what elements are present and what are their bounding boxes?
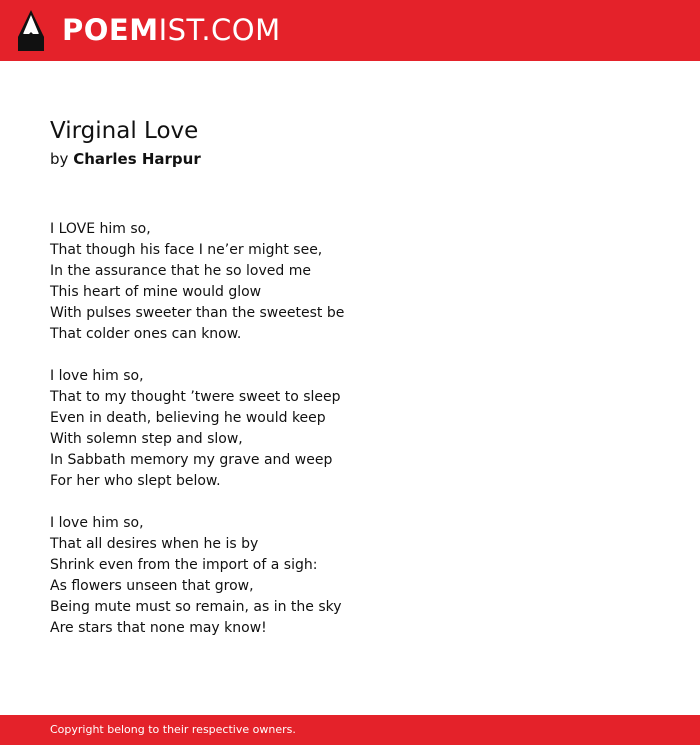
stanza xyxy=(50,513,650,639)
poem-line: For her who slept below. xyxy=(50,473,221,489)
poem-body xyxy=(50,219,650,660)
poem-line: I love him so, xyxy=(50,515,144,531)
pencil-icon[interactable] xyxy=(18,10,44,51)
poem-line: With solemn step and slow, xyxy=(50,431,243,447)
poem-line: Being mute must so remain, as in the sky xyxy=(50,599,342,615)
poem-line: That though his face I ne’er might see, xyxy=(50,242,323,258)
copyright-text: Copyright belong to their respective owners. xyxy=(50,723,296,736)
poem-title: Virginal Love xyxy=(50,118,199,144)
poem-line: That colder ones can know. xyxy=(50,326,242,342)
poem-line: I love him so, xyxy=(50,368,144,384)
poem-line: In Sabbath memory my grave and weep xyxy=(50,452,333,468)
poem-line: I LOVE him so, xyxy=(50,221,151,237)
stanza xyxy=(50,219,650,345)
poem-line: Are stars that none may know! xyxy=(50,620,267,636)
stanza xyxy=(50,366,650,492)
site-header xyxy=(0,0,700,61)
site-logo[interactable] xyxy=(62,12,281,48)
site-footer xyxy=(0,715,700,745)
logo-light-text: IST.COM xyxy=(158,13,281,47)
poem-line: That all desires when he is by xyxy=(50,536,259,552)
byline xyxy=(50,149,201,169)
poem-line: With pulses sweeter than the sweetest be xyxy=(50,305,345,321)
poem-line: Shrink even from the import of a sigh: xyxy=(50,557,318,573)
by-label: by xyxy=(50,150,69,168)
poem-line: In the assurance that he so loved me xyxy=(50,263,311,279)
author-name: Charles Harpur xyxy=(73,150,201,168)
logo-bold-text: POEM xyxy=(62,13,159,47)
poem-line: As flowers unseen that grow, xyxy=(50,578,254,594)
poem-line: That to my thought ’twere sweet to sleep xyxy=(50,389,341,405)
poem-line: Even in death, believing he would keep xyxy=(50,410,326,426)
poem-line: This heart of mine would glow xyxy=(50,284,262,300)
